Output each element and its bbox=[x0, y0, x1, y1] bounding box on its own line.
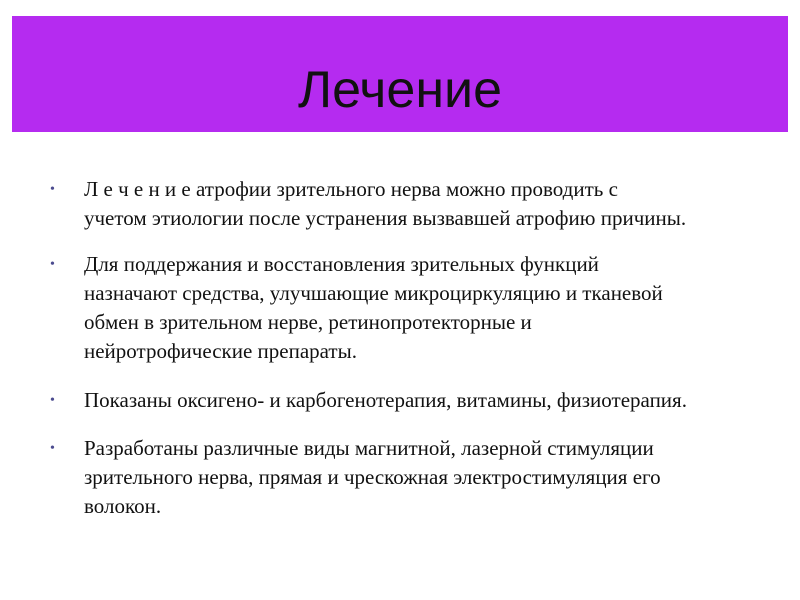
bullet-dot-icon: • bbox=[50, 441, 55, 456]
bullet-dot-icon: • bbox=[50, 182, 55, 197]
bullet-text: Разработаны различные виды магнитной, лазерной стимуляции зрительного нерва, прямая и чрескожная электростимуляция его волокон. bbox=[84, 436, 661, 518]
bullet-dot-icon: • bbox=[50, 257, 55, 272]
bullet-text: Показаны оксигено- и карбогенотерапия, витамины, физиотерапия. bbox=[84, 388, 687, 412]
bullet-dot-icon: • bbox=[50, 393, 55, 408]
slide-title: Лечение bbox=[297, 61, 502, 119]
bullet-text: Л е ч е н и е атрофии зрительного нерва можно проводить с учетом этиологии после устранения вызвавшей атрофию причины. bbox=[84, 177, 687, 230]
bullet-text: Для поддержания и восстановления зрительных функций назначают средства, улучшающие микроциркуляцию и тканевой обмен в зрительном нерве, ретинопротекторные и нейротрофические препараты. bbox=[84, 252, 663, 363]
